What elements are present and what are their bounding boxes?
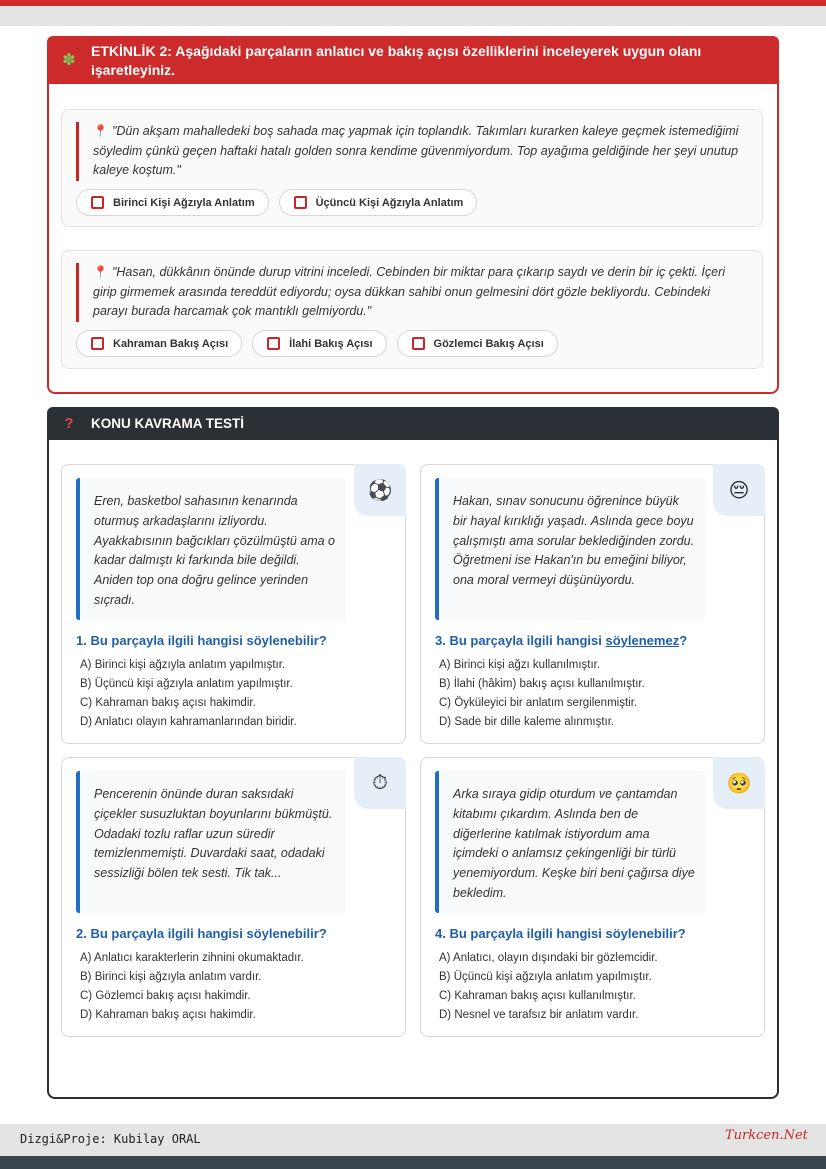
question-card: [420, 757, 765, 1037]
option-first-person[interactable]: [76, 189, 269, 216]
question-card: [61, 464, 406, 744]
choice-d[interactable]: D) Sade bir dille kaleme alınmıştır.: [439, 716, 615, 728]
choice-d[interactable]: D) Nesnel ve tarafsız bir anlatım vardır.: [439, 1009, 639, 1021]
question-passage: Arka sıraya gidip oturdum ve çantamdan kitabımı çıkardım. Aslında ben de diğerlerine katılmak istiyordum ama içimdeki o anlamsız çekingenliği bir türlü yenemiyordum. Keşke biri beni çağırsa diye bekledim.: [435, 771, 705, 913]
passage-text: "Dün akşam mahalledeki boş sahada maç yapmak için toplandık. Takımları kurarken kaleye geçmek istemediğimi söyledim çünkü geçen haftaki hatalı golden sonra kendime güvenmiyordum. Top ayağıma geldiğinde her şeyi unutup kaleye koştum.": [93, 124, 739, 177]
choice-c[interactable]: C) Kahraman bakış açısı hakimdir.: [80, 697, 256, 709]
footer-credit: Dizgi&Proje: Kubilay ORAL: [20, 1132, 201, 1146]
choice-c[interactable]: C) Kahraman bakış açısı kullanılmıştır.: [439, 990, 636, 1002]
checkbox-icon[interactable]: [412, 337, 425, 350]
choice-a[interactable]: A) Anlatıcı, olayın dışındaki bir gözlemcidir.: [439, 952, 658, 964]
top-band: [0, 6, 826, 26]
passage-quote: [76, 122, 746, 181]
passage-text: "Hasan, dükkânın önünde durup vitrini inceledi. Cebinden bir miktar para çıkarıp saydı ve derin bir iç çekti. İçeri girip girmemek arasında tereddüt ediyordu; oysa dükkan sahibi onun gelmesini dört gözle bekliyordu. Cebindeki parayı burada harcamak çok mantıklı gelmiyordu.": [93, 265, 726, 318]
question-text: 1. Bu parçayla ilgili hangisi söylenebilir?: [76, 633, 327, 648]
checkbox-icon[interactable]: [267, 337, 280, 350]
question-passage: Hakan, sınav sonucunu öğrenince büyük bir hayal kırıklığı yaşadı. Aslında gece boyu çalışmıştı ama sorular beklediğinden zordu. Öğretmeni ise Hakan'ın bu emeğini biliyor, ona moral vermeyi düşünüyordu.: [435, 478, 705, 620]
checkbox-icon[interactable]: [91, 337, 104, 350]
test-header: [47, 407, 779, 440]
answer-choices: [439, 656, 645, 732]
question-text: 2. Bu parçayla ilgili hangisi söylenebilir?: [76, 926, 327, 941]
stopwatch-icon: ⏱: [354, 757, 406, 809]
question-text: 4. Bu parçayla ilgili hangisi söylenebilir?: [435, 926, 686, 941]
puzzle-icon: ✽: [62, 52, 76, 69]
choice-b[interactable]: B) Üçüncü kişi ağzıyla anlatım yapılmıştır.: [439, 971, 652, 983]
choice-b[interactable]: B) Üçüncü kişi ağzıyla anlatım yapılmıştır.: [80, 678, 293, 690]
site-logo[interactable]: Turkcen.Net: [725, 1128, 808, 1143]
choice-a[interactable]: A) Birinci kişi ağzıyla anlatım yapılmıştır.: [80, 659, 286, 671]
pleading-face-icon: 🥺: [713, 757, 765, 809]
option-group: [76, 189, 477, 216]
answer-choices: [80, 656, 297, 732]
test-title: KONU KAVRAMA TESTİ: [91, 416, 244, 431]
pin-icon: 📍: [93, 265, 108, 279]
option-label: Birinci Kişi Ağzıyla Anlatım: [113, 196, 255, 209]
activity-header: [47, 36, 779, 84]
choice-a[interactable]: A) Anlatıcı karakterlerin zihnini okumaktadır.: [80, 952, 304, 964]
checkbox-icon[interactable]: [91, 196, 104, 209]
option-label: Kahraman Bakış Açısı: [113, 337, 229, 350]
question-text: 3. Bu parçayla ilgili hangisi söylenemez?: [435, 633, 688, 648]
question-card: [420, 464, 765, 744]
passage-card: [61, 250, 763, 369]
checkbox-icon[interactable]: [294, 196, 307, 209]
question-card: [61, 757, 406, 1037]
sad-face-icon: 😔: [713, 464, 765, 516]
option-label: Gözlemci Bakış Açısı: [433, 337, 544, 350]
option-protagonist[interactable]: [76, 330, 242, 357]
choice-b[interactable]: B) İlahi (hâkim) bakış açısı kullanılmıştır.: [439, 678, 645, 690]
choice-c[interactable]: C) Gözlemci bakış açısı hakimdir.: [80, 990, 251, 1002]
option-label: İlahi Bakış Açısı: [289, 337, 373, 350]
soccer-ball-icon: ⚽: [354, 464, 406, 516]
choice-b[interactable]: B) Birinci kişi ağzıyla anlatım vardır.: [80, 971, 262, 983]
option-third-person[interactable]: [279, 189, 478, 216]
pin-icon: 📍: [93, 124, 108, 138]
answer-choices: [80, 949, 304, 1025]
question-mark-icon: ?: [64, 415, 74, 432]
passage-quote: [76, 263, 746, 322]
question-passage: Eren, basketbol sahasının kenarında oturmuş arkadaşlarını izliyordu. Ayakkabısının bağcıkları çözülmüştü ama o kadar dalmıştı ki farkında bile değildi. Aniden top ona doğru gelince yerinden sıçradı.: [76, 478, 346, 620]
passage-card: [61, 109, 763, 227]
choice-d[interactable]: D) Anlatıcı olayın kahramanlarından biridir.: [80, 716, 297, 728]
activity-title: ETKİNLİK 2: Aşağıdaki parçaların anlatıcı ve bakış açısı özelliklerini inceleyerek uygun olanı işaretleyiniz.: [91, 43, 702, 78]
option-group: [76, 330, 558, 357]
option-label: Üçüncü Kişi Ağzıyla Anlatım: [315, 196, 464, 209]
choice-d[interactable]: D) Kahraman bakış açısı hakimdir.: [80, 1009, 256, 1021]
choice-c[interactable]: C) Öyküleyici bir anlatım sergilenmiştir.: [439, 697, 638, 709]
bottom-stripe: [0, 1156, 826, 1169]
answer-choices: [439, 949, 658, 1025]
question-passage: Pencerenin önünde duran saksıdaki çiçekler susuzluktan boyunlarını bükmüştü. Odadaki tozlu raflar uzun süredir temizlenmemişti. Duvardaki saat, odadaki sessizliği bölen tek sesti. Tik tak...: [76, 771, 346, 913]
option-observer[interactable]: [397, 330, 558, 357]
choice-a[interactable]: A) Birinci kişi ağzı kullanılmıştır.: [439, 659, 601, 671]
option-omniscient[interactable]: [252, 330, 386, 357]
